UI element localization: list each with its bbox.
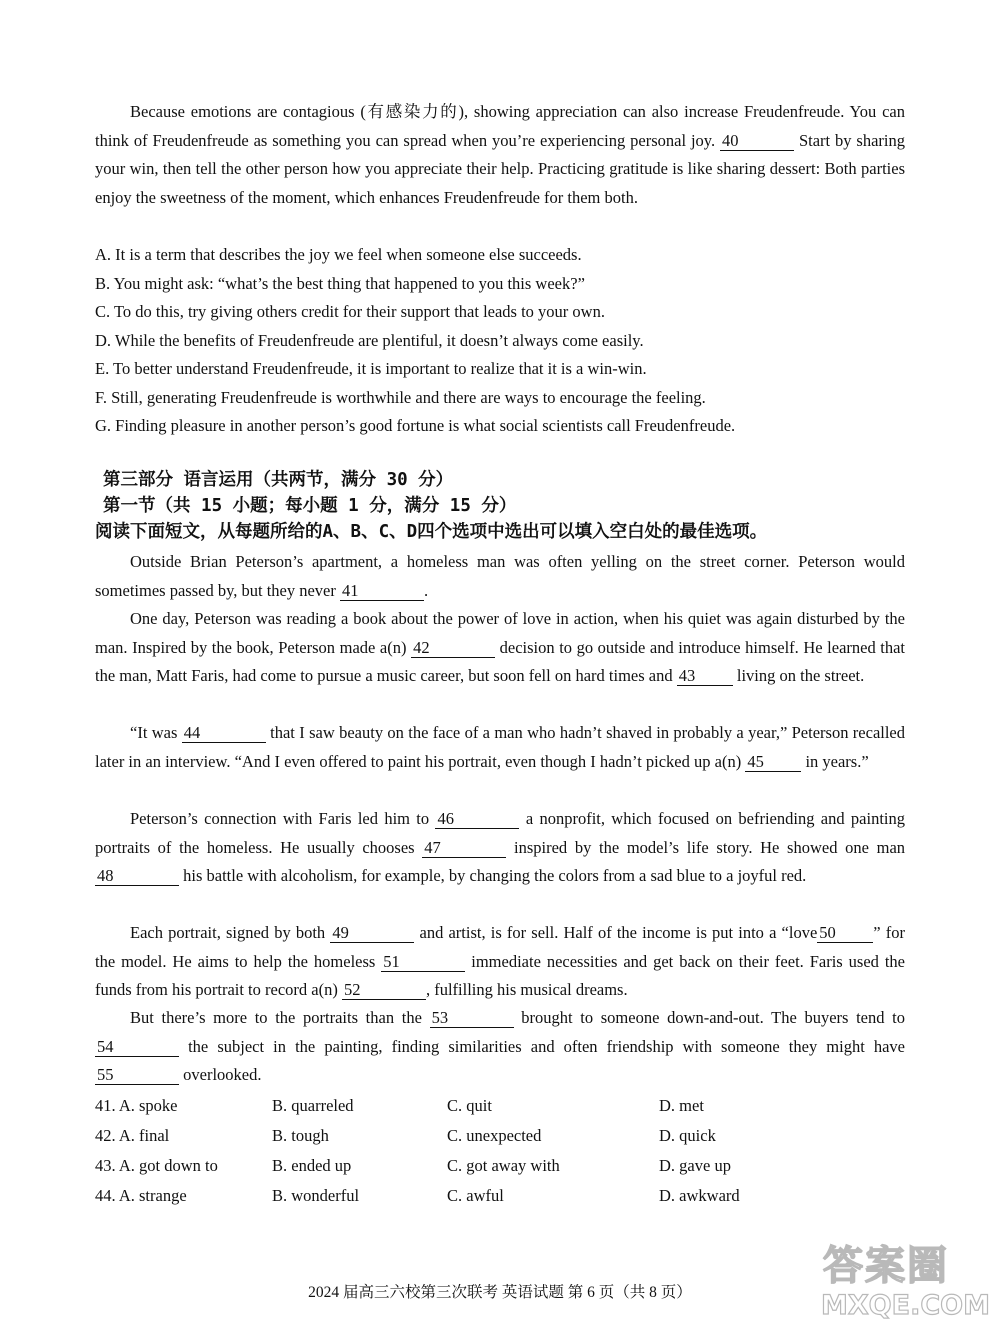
cloze-paragraph-4 bbox=[95, 805, 905, 891]
blank-42: 42 bbox=[411, 639, 495, 658]
blank-51: 51 bbox=[381, 953, 465, 972]
cloze-text: Outside Brian Peterson’s apartment, a homeless man was often yelling on the street corner. Peterson would sometimes passed by, but they never bbox=[95, 552, 905, 600]
blank-45: 45 bbox=[745, 753, 801, 772]
instruction: 阅读下面短文，从每题所给的A、B、C、D四个选项中选出可以填入空白处的最佳选项。 bbox=[95, 522, 768, 542]
blank-49: 49 bbox=[330, 924, 414, 943]
question-option: D. met bbox=[659, 1096, 704, 1115]
cloze-text: brought to someone down-and-out. The buyers tend to bbox=[521, 1008, 906, 1027]
cloze-text: . bbox=[424, 580, 429, 600]
watermark-url: MXQE.COM bbox=[821, 1290, 990, 1321]
question-option: B. ended up bbox=[272, 1156, 352, 1175]
question-option: D. quick bbox=[659, 1126, 716, 1145]
question-option: 43. A. got down to bbox=[95, 1156, 218, 1175]
cloze-paragraph-6 bbox=[95, 1004, 905, 1090]
page-footer: 2024 届高三六校第三次联考 英语试题 第 6 页（共 8 页） bbox=[308, 1284, 692, 1301]
watermark-logo bbox=[815, 1234, 995, 1324]
cloze-text: in years.” bbox=[805, 751, 869, 771]
cloze-paragraph-5 bbox=[95, 919, 905, 1005]
blank-44: 44 bbox=[182, 724, 266, 743]
blank-53: 53 bbox=[430, 1009, 514, 1028]
blank-41: 41 bbox=[340, 582, 424, 601]
option-f: F. Still, generating Freudenfreude is worthwhile and there are ways to encourage the feeling. bbox=[95, 387, 706, 407]
passage-paragraph bbox=[95, 98, 905, 212]
question-option: B. tough bbox=[272, 1126, 329, 1145]
option-e: E. To better understand Freudenfreude, it is important to realize that it is a win-win. bbox=[95, 359, 647, 378]
cloze-paragraph-1 bbox=[95, 548, 905, 605]
cloze-text: the subject in the painting, finding similarities and often friendship with someone they might have bbox=[188, 1036, 906, 1056]
blank-48: 48 bbox=[95, 867, 179, 886]
cloze-text: “It was bbox=[130, 723, 178, 742]
cloze-text: overlooked. bbox=[183, 1065, 262, 1085]
cloze-text: ” for the model. He aims to help the homeless bbox=[95, 923, 905, 971]
question-41 bbox=[95, 1091, 905, 1121]
option-g: G. Finding pleasure in another person’s good fortune is what social scientists call Freudenfreude. bbox=[95, 416, 736, 435]
option-a: A. It is a term that describes the joy we feel when someone else succeeds. bbox=[95, 245, 582, 264]
cloze-text: inspired by the model’s life story. He showed one man bbox=[513, 837, 906, 857]
question-option: B. quarreled bbox=[272, 1096, 354, 1115]
watermark-text: 答案圈 bbox=[823, 1243, 949, 1289]
option-b: B. You might ask: “what’s the best thing that happened to you this week?” bbox=[95, 273, 585, 293]
cloze-text: and artist, is for sell. Half of the income is put into a “love bbox=[419, 923, 818, 942]
cloze-paragraph-2 bbox=[95, 605, 905, 691]
passage-text: Because emotions are contagious (有感染力的), showing appreciation can also increase Freudenfreude. You can think of Freudenfreude as something you can spread when you’re experiencing personal joy. bbox=[95, 102, 905, 150]
question-option: B. wonderful bbox=[272, 1186, 360, 1205]
passage-text: Start by sharing your win, then tell the other person how you appreciate their help. Practicing gratitude is like sharing dessert: Both parties enjoy the sweetness of the moment, which enhances Freudenfreude for them both. bbox=[95, 130, 906, 207]
question-option: 41. A. spoke bbox=[95, 1096, 178, 1115]
cloze-text: his battle with alcoholism, for example, by changing the colors from a sad blue to a joyful red. bbox=[183, 866, 807, 886]
cloze-text: decision to go outside and introduce himself. He learned that the man, Matt Faris, had come to pursue a music career, but soon fell on hard times and bbox=[95, 637, 906, 686]
cloze-text: , fulfilling his musical dreams. bbox=[425, 980, 628, 1000]
question-option: D. gave up bbox=[659, 1156, 731, 1175]
blank-40: 40 bbox=[720, 132, 794, 151]
question-44 bbox=[95, 1181, 905, 1211]
cloze-text: Each portrait, signed by both bbox=[130, 923, 326, 942]
option-d: D. While the benefits of Freudenfreude are plentiful, it doesn’t always come easily. bbox=[95, 330, 644, 350]
blank-47: 47 bbox=[422, 839, 506, 858]
question-option: C. unexpected bbox=[447, 1126, 542, 1145]
section-title: 第一节（共 15 小题；每小题 1 分，满分 15 分） bbox=[103, 496, 517, 516]
question-43 bbox=[95, 1151, 905, 1181]
blank-46: 46 bbox=[435, 810, 519, 829]
cloze-text: a nonprofit, which focused on befriending and painting portraits of the homeless. He usually chooses bbox=[95, 809, 906, 857]
cloze-text: that I saw beauty on the face of a man who hadn’t shaved in probably a year,” Peterson recalled later in an interview. “And I even offered to paint his portrait, even though I hadn’t picked up a(n) bbox=[95, 723, 906, 771]
part-title: 第三部分 语言运用（共两节，满分 30 分） bbox=[103, 470, 454, 490]
question-option: 42. A. final bbox=[95, 1126, 170, 1145]
blank-52: 52 bbox=[342, 981, 426, 1000]
question-option: 44. A. strange bbox=[95, 1186, 187, 1205]
option-c: C. To do this, try giving others credit for their support that leads to your own. bbox=[95, 302, 605, 321]
question-option: C. awful bbox=[447, 1186, 504, 1205]
blank-54: 54 bbox=[95, 1038, 179, 1057]
question-42 bbox=[95, 1121, 905, 1151]
blank-50: 50 bbox=[817, 924, 873, 943]
cloze-text: But there’s more to the portraits than the bbox=[130, 1008, 422, 1027]
cloze-paragraph-3 bbox=[95, 719, 905, 776]
question-option: C. quit bbox=[447, 1096, 492, 1115]
cloze-text: One day, Peterson was reading a book about the power of love in action, when his quiet was again disturbed by the man. Inspired by the book, Peterson made a(n) bbox=[95, 609, 905, 657]
blank-43: 43 bbox=[677, 667, 733, 686]
blank-55: 55 bbox=[95, 1066, 179, 1085]
question-option: D. awkward bbox=[659, 1186, 740, 1205]
cloze-text: immediate necessities and get back on their feet. Faris used the funds from his portrait to record a(n) bbox=[95, 951, 906, 1000]
question-option: C. got away with bbox=[447, 1156, 560, 1175]
cloze-text: living on the street. bbox=[736, 666, 865, 686]
cloze-text: Peterson’s connection with Faris led him to bbox=[130, 809, 430, 828]
